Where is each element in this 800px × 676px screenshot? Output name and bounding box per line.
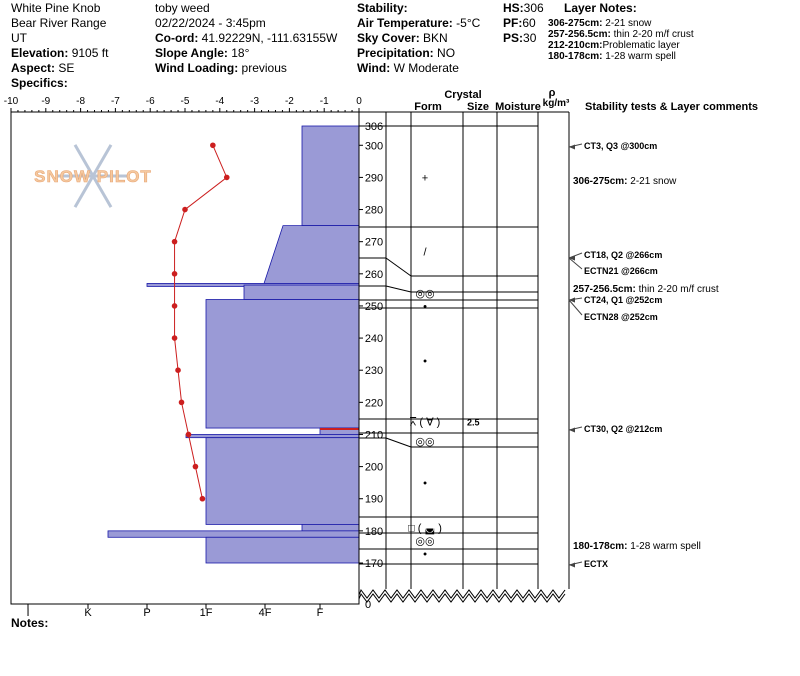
temperature-point (182, 207, 188, 213)
layer-note-text: Problematic layer (602, 40, 680, 51)
hardness-layer (108, 531, 359, 537)
temp-tick-label: -5 (180, 96, 190, 107)
temp-tick-label: -7 (110, 96, 120, 107)
temp-tick-label: 0 (356, 96, 362, 107)
temperature-point (175, 367, 181, 373)
hardness-layer (206, 537, 359, 563)
temp-tick-label: -3 (250, 96, 260, 107)
layer-comment-range: 306-275cm: (573, 176, 631, 187)
height-tick-label: 260 (364, 268, 384, 281)
axis-break-zigzag (359, 594, 565, 602)
temp-tick-label: -1 (319, 96, 329, 107)
elevation-value: 9105 ft (71, 46, 109, 60)
notes-label: Notes: (11, 616, 49, 630)
temp-tick-label: -8 (76, 96, 86, 107)
crystal-form-symbol: ◎◎ (415, 535, 435, 548)
crystal-form-symbol: ◎◎ (415, 288, 435, 301)
stability-test-result: ECTN28 @252cm (584, 312, 658, 322)
sky-label: Sky Cover: (357, 31, 420, 45)
temperature-point (186, 432, 192, 438)
layer-connector (386, 438, 411, 447)
layer-comment-text: thin 2-20 m/f crust (638, 284, 719, 295)
test-arrow-head (569, 563, 575, 568)
form-header: Form (414, 101, 442, 113)
layer-comment-range: 257-256.5cm: (573, 284, 639, 295)
crystal-form-symbol: □ ( ◛ ) (408, 522, 442, 535)
crystal-form-symbol: • (423, 355, 427, 368)
watermark-text: SNOW PILOT (34, 167, 152, 186)
height-tick-label: 290 (364, 172, 384, 185)
hardness-layer (186, 434, 359, 437)
air-temp-label: Air Temperature: (357, 16, 453, 30)
observation-datetime: 02/22/2024 - 3:45pm (155, 16, 266, 30)
temp-tick-label: -10 (3, 96, 19, 107)
rho-header: ρ (548, 87, 556, 99)
crystal-form-symbol: ◎◎ (415, 435, 435, 448)
aspect-value: SE (58, 61, 75, 75)
height-top-label: 306 (364, 121, 384, 133)
height-tick-label: 240 (364, 333, 384, 346)
crystal-header: Crystal (444, 89, 482, 101)
temperature-point (224, 175, 230, 181)
height-tick-label: 220 (364, 397, 384, 410)
hardness-tick-label: I (26, 607, 30, 619)
hardness-tick-label: K (84, 607, 92, 619)
hardness-tick-label: 1F (199, 607, 213, 619)
test-arrow-line (569, 258, 582, 269)
precip-label: Precipitation: (357, 46, 434, 60)
range-name: Bear River Range (11, 16, 107, 30)
hardness-layer (206, 300, 359, 429)
height-bottom-label: 0 (364, 599, 372, 611)
temp-tick-label: -9 (41, 96, 51, 107)
temperature-point (193, 464, 199, 470)
test-arrow-head (569, 145, 575, 150)
state-name: UT (11, 31, 27, 45)
layer-note-range: 306-275cm: (548, 18, 603, 29)
height-tick-label: 210 (364, 429, 384, 442)
observer-name: toby weed (155, 1, 210, 15)
temp-tick-label: -4 (215, 96, 225, 107)
layer-note-text: 1-28 warm spell (605, 51, 676, 62)
hs-value: 306 (523, 1, 544, 15)
crystal-form-symbol: • (423, 548, 427, 561)
stability-test-result: CT18, Q2 @266cm (584, 250, 663, 260)
pf-label: PF: (503, 16, 523, 30)
stability-test-result: CT3, Q3 @300cm (584, 141, 658, 151)
layer-comment-text: 1-28 warm spell (630, 541, 701, 552)
height-tick-label: 250 (364, 300, 384, 313)
crystal-form-symbol: ⩞ ( ∀ ) (409, 416, 441, 429)
layer-comment (573, 541, 701, 552)
temperature-point (172, 303, 178, 309)
comments-column (569, 141, 719, 569)
hardness-tick-label: P (143, 607, 151, 619)
layer-comment (573, 176, 677, 187)
temp-tick-label: -6 (145, 96, 155, 107)
wind-value: W Moderate (393, 61, 459, 75)
sky-value: BKN (423, 31, 448, 45)
hardness-tick-label: F (316, 607, 324, 619)
layer-connector (386, 258, 411, 276)
slope-label: Slope Angle: (155, 46, 228, 60)
hs-label: HS: (503, 1, 524, 15)
crystal-form-symbol: / (423, 246, 427, 259)
temp-tick-label: -2 (284, 96, 294, 107)
slope-value: 18° (231, 46, 250, 60)
stability-test-result: ECTX (584, 559, 609, 569)
layer-comment (573, 284, 719, 295)
coord-label: Co-ord: (155, 31, 199, 45)
height-tick-label: 180 (364, 525, 384, 538)
height-tick-label: 170 (364, 558, 384, 570)
precip-value: NO (437, 46, 456, 60)
layer-notes-title: Layer Notes: (564, 1, 637, 15)
temperature-axis (4, 96, 362, 112)
stability-test-result: CT30, Q2 @212cm (584, 424, 663, 434)
comments-header: Stability tests & Layer comments (585, 101, 759, 113)
temperature-point (210, 142, 216, 148)
temperature-point (200, 496, 206, 502)
temperature-point (172, 335, 178, 341)
layer-comment-text: 2-21 snow (630, 176, 677, 187)
temperature-point (172, 239, 178, 245)
wind-label: Wind: (357, 61, 391, 75)
temperature-point (179, 400, 185, 406)
layer-note-range: 180-178cm: (548, 51, 603, 62)
layer-note-text: 2-21 snow (605, 18, 652, 29)
air-temp-value: -5°C (456, 16, 481, 30)
moisture-header: Moisture (495, 101, 541, 113)
wind-loading-label: Wind Loading: (155, 61, 239, 75)
aspect-label: Aspect: (11, 61, 56, 75)
hardness-layer (206, 438, 359, 525)
height-axis (359, 112, 383, 611)
height-tick-label: 270 (364, 236, 384, 249)
stability-label: Stability: (357, 1, 408, 15)
layer-note-range: 257-256.5cm: (548, 29, 611, 40)
height-tick-label: 200 (364, 461, 384, 474)
temperature-point (172, 271, 178, 277)
hardness-layers (108, 126, 359, 563)
coord-value: 41.92229N, -111.63155W (201, 31, 338, 45)
hardness-layer (264, 226, 359, 284)
layer-note-range: 212-210cm: (548, 40, 603, 51)
stability-test-result: CT24, Q1 @252cm (584, 295, 663, 305)
hardness-layer (302, 126, 359, 226)
watermark (34, 145, 152, 207)
density-unit-header: kg/m³ (542, 98, 570, 109)
stability-test-result: ECTN21 @266cm (584, 266, 658, 276)
specifics-label: Specifics: (11, 76, 68, 90)
crystal-table (359, 87, 758, 602)
test-arrow-line (569, 300, 582, 315)
crystal-size: 2.5 (467, 417, 480, 428)
layer-connector (386, 286, 411, 292)
height-tick-label: 230 (364, 365, 384, 378)
height-tick-label: 300 (364, 140, 384, 153)
layer-comment-range: 180-178cm: (573, 541, 631, 552)
axis-break-zigzag (359, 590, 565, 598)
elevation-label: Elevation: (11, 46, 69, 60)
height-tick-label: 190 (364, 493, 384, 506)
location-name: White Pine Knob (11, 1, 101, 15)
hardness-tick-label: 4F (258, 607, 272, 619)
crystal-form-symbol: • (423, 300, 427, 313)
hardness-layer (302, 524, 359, 530)
ps-label: PS: (503, 31, 524, 45)
pf-value: 60 (522, 16, 536, 30)
size-header: Size (466, 101, 490, 113)
test-arrow-head (569, 256, 575, 261)
ps-value: 30 (523, 31, 537, 45)
hardness-layer (244, 285, 359, 299)
hardness-axis (26, 604, 323, 619)
crystal-form-symbol: • (423, 477, 427, 490)
test-arrow-head (569, 428, 575, 433)
layer-note-text: thin 2-20 m/f crust (613, 29, 694, 40)
height-tick-label: 280 (364, 204, 384, 217)
crystal-form-symbol: + (421, 172, 429, 185)
wind-loading-value: previous (241, 61, 287, 75)
